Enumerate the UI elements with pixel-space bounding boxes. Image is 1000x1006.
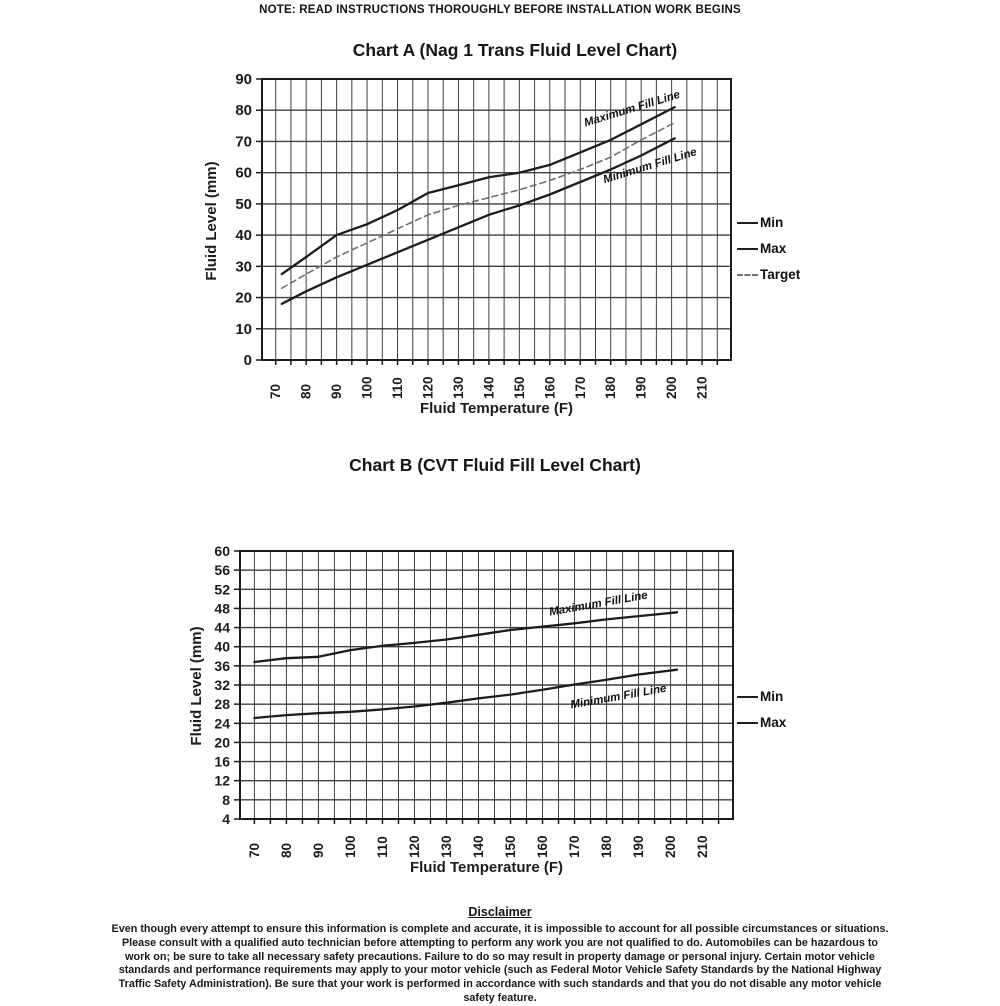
svg-text:100: 100 [359,376,375,399]
chart-a-plot [185,70,930,420]
legend-label-max: Max [760,715,787,730]
svg-text:Fluid Level (mm): Fluid Level (mm) [203,161,220,281]
legend-item-min [737,687,786,706]
legend-label-min: Min [760,689,784,704]
svg-text:190: 190 [633,376,649,399]
svg-text:120: 120 [406,835,422,858]
svg-text:210: 210 [695,835,711,858]
legend-item-max [737,239,800,258]
chart-b-legend [737,687,786,732]
svg-text:140: 140 [470,835,486,858]
disclaimer-heading: Disclaimer [468,905,532,919]
svg-text:130: 130 [438,835,454,858]
svg-text:Maximum Fill Line: Maximum Fill Line [548,589,649,619]
svg-text:Fluid Temperature (F): Fluid Temperature (F) [409,859,564,876]
legend-item-min [737,213,800,232]
svg-text:80: 80 [235,102,252,120]
svg-text:160: 160 [542,376,558,399]
max-line-sample [737,248,758,250]
chart-a-title: Chart A (Nag 1 Trans Fluid Level Chart) [352,40,678,60]
svg-text:70: 70 [246,842,262,858]
svg-text:40: 40 [235,227,252,245]
svg-text:170: 170 [572,376,588,399]
svg-text:70: 70 [235,133,252,151]
svg-text:52: 52 [214,581,230,598]
svg-text:60: 60 [214,543,230,559]
svg-text:10: 10 [235,320,252,338]
svg-text:90: 90 [310,842,326,858]
svg-text:100: 100 [342,835,358,858]
svg-text:200: 200 [664,376,680,399]
svg-text:30: 30 [235,258,252,276]
svg-text:170: 170 [567,835,583,858]
disclaimer-body: Even though every attempt to ensure this information is complete and accurate, it is impossible to account for all possible circumstances or situations. Please consult with a qualified auto technician before attempting to perform any work you are not qualified to do. Automobiles can be hazardous to work on; be sure to take all necessary safety precautions. Failure to do so may result in property damage or personal injury. Certain motor vehicle standards and performance requirements may apply to your motor vehicle (such as Federal Motor Vehicle Safety Standards by the National Highway Traffic Safety Administration). Be sure that your work is performed in accordance with such standards and that you do not disable any motor vehicle safety feature. [111,923,889,1004]
svg-text:160: 160 [535,835,551,858]
min-line-sample [737,696,758,698]
svg-text:90: 90 [329,383,345,399]
svg-text:90: 90 [235,71,252,88]
svg-text:150: 150 [503,835,519,858]
svg-text:12: 12 [214,772,230,789]
svg-text:80: 80 [278,842,294,858]
svg-text:70: 70 [268,383,284,399]
legend-label-min: Min [760,215,784,230]
svg-text:50: 50 [235,195,252,213]
svg-text:80: 80 [298,383,314,399]
note-header: NOTE: READ INSTRUCTIONS THOROUGHLY BEFORE INSTALLATION WORK BEGINS [259,4,741,16]
svg-text:Maximum Fill Line: Maximum Fill Line [582,88,682,130]
svg-text:Minimum Fill Line: Minimum Fill Line [601,146,699,187]
svg-text:24: 24 [214,715,230,732]
svg-text:40: 40 [214,638,230,655]
svg-text:32: 32 [214,677,230,693]
svg-text:Minimum Fill Line: Minimum Fill Line [569,682,668,712]
legend-label-max: Max [760,241,787,256]
svg-text:56: 56 [214,562,230,579]
svg-text:36: 36 [214,657,230,674]
svg-text:44: 44 [214,619,230,636]
svg-text:8: 8 [222,791,230,808]
svg-text:140: 140 [481,376,497,399]
min-line-sample [737,222,758,224]
target-line-sample [737,274,758,276]
legend-item-target [737,265,800,284]
svg-text:28: 28 [214,696,230,713]
svg-text:190: 190 [631,835,647,858]
svg-text:200: 200 [663,835,679,858]
svg-text:4: 4 [222,811,230,827]
legend-label-target: Target [760,267,801,282]
svg-text:16: 16 [214,753,230,770]
svg-text:150: 150 [511,376,527,399]
chart-b-title: Chart B (CVT Fluid Fill Level Chart) [349,455,641,475]
svg-text:180: 180 [599,835,615,858]
svg-text:130: 130 [450,376,466,399]
chart-a-legend [737,213,800,284]
svg-text:Fluid Temperature (F): Fluid Temperature (F) [419,400,574,417]
legend-item-max [737,713,786,732]
chart-b-plot [180,535,930,885]
svg-text:20: 20 [235,289,252,307]
svg-text:180: 180 [603,376,619,399]
svg-text:20: 20 [214,734,230,751]
max-line-sample [737,722,758,724]
svg-text:120: 120 [420,376,436,399]
svg-text:110: 110 [390,377,406,399]
svg-text:Fluid Level (mm): Fluid Level (mm) [188,626,205,746]
svg-text:110: 110 [374,836,390,858]
svg-text:60: 60 [235,164,252,182]
svg-text:0: 0 [243,352,252,369]
svg-text:48: 48 [214,600,230,617]
svg-text:210: 210 [694,376,710,399]
